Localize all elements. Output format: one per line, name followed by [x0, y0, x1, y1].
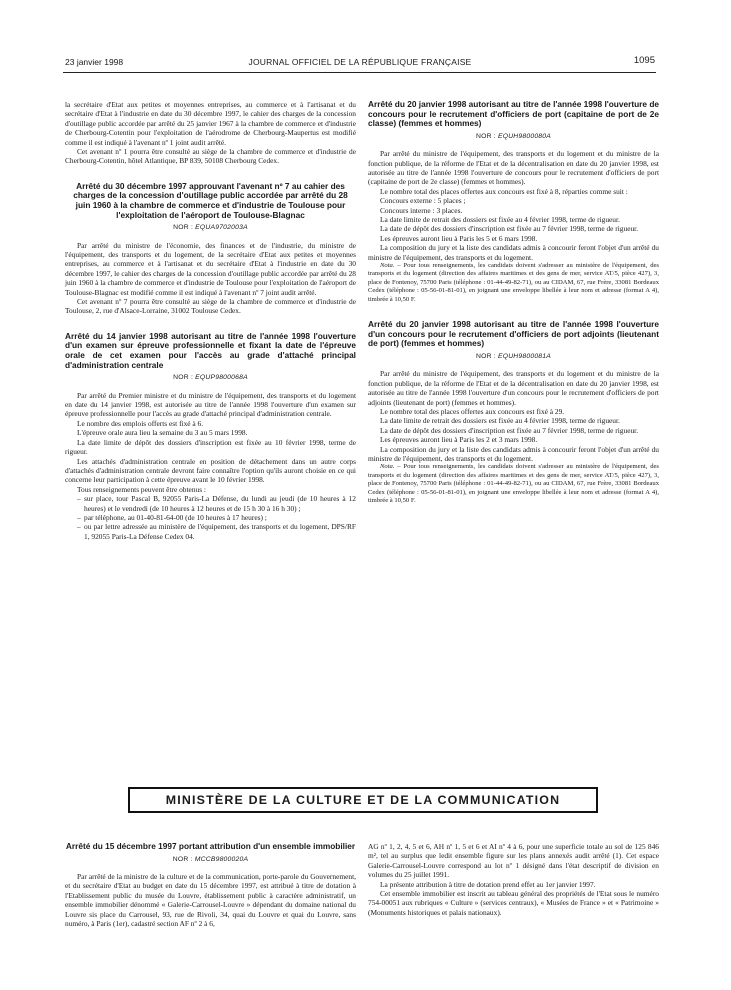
paragraph: La date limite de retrait des dossiers est fixée au 4 février 1998, terme de rigueur. [380, 416, 620, 426]
nota-note: Nota. – Pour tous renseignements, les candidats doivent s'adresser au ministère de l'équipement, des transports et du logement (direction des affaires maritimes et des gens de mer, service AT/5, pièce 427), 3, place de Fontenoy, 75700 Paris (téléphone : 01-44-49-82-71), ou au CIDAM, 67, rue Frère, 33081 Bordeaux Cedex (téléphone : 05-56-01-81-01), en joignant une enveloppe libellée à leur nom et adresse (format A 4), timbrée à 10,50 F. [368, 463, 659, 504]
bottom-left-column [65, 842, 356, 928]
paragraph: La date de dépôt des dossiers d'inscription est fixée au 7 février 1998, terme de rigueur. [380, 224, 639, 234]
nor-reference: NOR : EQUA9702003A [173, 224, 248, 232]
paragraph: Concours interne : 3 places. [380, 205, 463, 215]
paragraph: La date de dépôt des dossiers d'inscription est fixée au 7 février 1998, terme de rigueur. [380, 425, 639, 435]
page-number: 1095 [633, 55, 655, 66]
paragraph: Concours externe : 5 places ; [380, 196, 466, 206]
nor-reference: NOR : EQUH9800080A [475, 132, 552, 140]
paragraph: Le nombre total des places offertes aux concours est fixé à 29. [380, 406, 565, 416]
nor-reference: NOR : EQUP9800068A [173, 374, 248, 382]
paragraph: Par arrêté du ministre de l'équipement, des transports et du logement et du ministre de la fonction publique, de la réforme de l'Etat et de la décentralisation en date du 20 janvier 1998, est autorisée au titre de l'année 1998 l'ouverture de concours pour le recrutement d'officiers de port (capitaine de port de 2e classe) (femmes et hommes). [368, 149, 659, 187]
paragraph: Par arrêté du ministre de l'économie, des finances et de l'industrie, du ministre de l'équipement, des transports et du logement, de la secrétaire d'Etat aux petites et moyennes entreprises, au commerce et à l'artisanat et du secrétaire d'Etat à l'industrie en date du 30 décembre 1997, le cahier des charges de la concession d'outillage public accordée par arrêté du 28 juin 1960 à la chambre de commerce et d'industrie de Toulouse pour l'exploitation de l'aéroport de Toulouse-Blagnac est modifié comme il est indiqué à l'avenant nº 7 joint audit arrêté. [65, 240, 356, 297]
nor-reference: NOR : EQUH9800081A [475, 352, 552, 360]
paragraph: Par arrêté du Premier ministre et du ministre de l'équipement, des transports et du logement en date du 14 janvier 1998, est autorisée au titre de l'année 1998 l'ouverture d'un examen sur épreuve professionnelle pour l'accès au grade d'attaché principal d'administration centrale. [65, 390, 356, 419]
paragraph: Le nombre total des places offertes aux concours est fixé à 8, réparties comme suit : [380, 186, 628, 196]
paragraph: Par arrêté de la ministre de la culture et de la communication, porte-parole du Gouvernement, et du secrétaire d'Etat au budget en date du 15 décembre 1997, est attribué à titre de dotation à l'Etablissement public du musée du Louvre, établissement public à caractère administratif, un ensemble immobilier dénommé « Galerie-Carrousel-Louvre » dépendant du domaine national du Louvre sis place du Carrousel, 93, rue de Rivoli, 34, quai du Louvre et quai du Louvre, sans numéro, à Paris (1er), cadastré section AF nº 2 à 6, [65, 872, 356, 929]
decree-title: Arrêté du 30 décembre 1997 approuvant l'avenant nº 7 au cahier des charges de la concession d'outillage public accordée par arrêté du 28 juin 1960 à la chambre de commerce et d'industrie de Toulouse pour l'exploitation de l'aéroport de Toulouse-Blagnac [73, 180, 348, 220]
decree-title: Arrêté du 20 janvier 1998 autorisant au titre de l'année 1998 l'ouverture d'un concours pour le recrutement d'officiers de port adjoints (lieutenant de port) (femmes et hommes) [368, 319, 659, 349]
paragraph: La date limite de dépôt des dossiers d'inscription est fixée au 10 février 1998, terme de rigueur. [65, 437, 356, 457]
ministry-name: MINISTÈRE DE LA CULTURE ET DE LA COMMUNICATION [165, 793, 561, 807]
paragraph: Par arrêté du ministre de l'équipement, des transports et du logement et du ministre de la fonction publique, de la réforme de l'Etat et de la décentralisation en date du 20 janvier 1998, est autorisée au titre de l'année 1998 l'ouverture d'un concours pour le recrutement d'officiers de port adjoints (lieutenant de port) (femmes et hommes). [368, 369, 659, 407]
paragraph: La composition du jury et la liste des candidats admis à concourir feront l'objet d'un arrêté du ministre de l'équipement, des transports et du logement. [368, 444, 659, 463]
paragraph: Les épreuves auront lieu à Paris les 2 et 3 mars 1998. [380, 435, 538, 445]
decree-title: Arrêté du 14 janvier 1998 autorisant au titre de l'année 1998 l'ouverture d'un examen sur épreuve professionnelle et fixant la date de l'épreuve orale de cet examen pour l'accès au grade d'attaché principal d'administration centrale [65, 330, 356, 370]
paragraph: Tous renseignements peuvent être obtenus : [77, 484, 206, 494]
paragraph: Cet ensemble immobilier est inscrit au tableau général des propriétés de l'Etat sous le numéro 754-00051 aux rubriques « Culture » (services centraux), « Musées de France » et « Patrimoine » (Monuments historiques et palais nationaux). [368, 889, 659, 917]
bottom-right-column [368, 842, 659, 917]
contact-list [65, 494, 356, 541]
nota-note: Nota. – Pour tous renseignements, les candidats doivent s'adresser au ministère de l'équipement, des transports et du logement (direction des affaires maritimes et des gens de mer, service AT/5, pièce 427), 3, place de Fontenoy, 75700 Paris (téléphone : 01-44-49-82-71), ou au CIDAM, 67, rue Frère, 33081 Bordeaux Cedex (téléphone : 05-56-01-81-01), en joignant une enveloppe libellée à leur nom et adresse (format A 4), timbrée à 10,50 F. [368, 262, 659, 303]
paragraph: Le nombre des emplois offerts est fixé à 6. [77, 418, 204, 428]
list-item: – par téléphone, au 01-40-81-64-00 (de 10 heures à 17 heures) ; [77, 513, 356, 522]
paragraph: L'épreuve orale aura lieu la semaine du 3 au 5 mars 1998. [77, 428, 248, 438]
left-column [65, 100, 356, 541]
paragraph: Les attachés d'administration centrale en position de détachement dans un autre corps d'attachés d'administration centrale devront faire connaître l'option qu'ils auront choisie en ce qui concerne leur participation à cette épreuve avant le 10 février 1998. [65, 456, 356, 485]
header-rule [63, 72, 656, 73]
decree-title: Arrêté du 20 janvier 1998 autorisant au titre de l'année 1998 l'ouverture de concours pour le recrutement d'officiers de port (capitaine de port de 2e classe) (femmes et hommes) [368, 99, 659, 129]
right-column [368, 100, 659, 505]
list-item: – ou par lettre adressée au ministère de l'équipement, des transports et du logement, DPS/RF 1, 92055 Paris-La Défense Cedex 04. [77, 522, 356, 541]
paragraph: Les épreuves auront lieu à Paris les 5 et 6 mars 1998. [380, 233, 538, 243]
list-item: – sur place, tour Pascal B, 92055 Paris-La Défense, du lundi au jeudi (de 10 heures à 12 heures) et le vendredi (de 10 heures à 12 heures et de 15 h 30 à 16 h 30) ; [77, 494, 356, 513]
journal-title: JOURNAL OFFICIEL DE LA RÉPUBLIQUE FRANÇAISE [248, 57, 472, 67]
paragraph: La présente attribution à titre de dotation prend effet au 1er janvier 1997. [380, 879, 596, 889]
paragraph: La composition du jury et la liste des candidats admis à concourir feront l'objet d'un arrêté du ministre de l'équipement, des transports et du logement. [368, 243, 659, 262]
header-date: 23 janvier 1998 [65, 57, 124, 67]
nor-reference: NOR : MCCB9800020A [172, 855, 249, 863]
decree-title: Arrêté du 15 décembre 1997 portant attribution d'un ensemble immobilier [65, 841, 356, 851]
paragraph: Cet avenant nº 1 pourra être consulté au siège de la chambre de commerce et d'industrie de Cherbourg-Cotentin, hôtel Atlantique, BP 839, 50108 Cherbourg Cedex. [65, 147, 356, 166]
paragraph: Cet avenant nº 7 pourra être consulté au siège de la chambre de commerce et d'industrie de Toulouse, 2, rue d'Alsace-Lorraine, 31002 Toulouse Cedex. [65, 297, 356, 316]
page-header [65, 55, 655, 71]
paragraph: La date limite de retrait des dossiers est fixée au 4 février 1998, terme de rigueur. [380, 215, 620, 225]
ministry-banner [128, 787, 598, 813]
paragraph: AG nº 1, 2, 4, 5 et 6, AH nº 1, 5 et 6 et AI nº 4 à 6, pour une superficie totale au sol de 125 846 m², tel au surplus que ledit ensemble figure sur les plans annexés audit arrêté (1). Cet espace Galerie-Carrousel-Louvre correspond au lot nº 1 désigné dans l'état descriptif de division en volumes du 25 juillet 1991. [368, 842, 659, 880]
continued-paragraph: la secrétaire d'Etat aux petites et moyennes entreprises, au commerce et à l'artisanat et du secrétaire d'Etat à l'industrie en date du 30 décembre 1997, le cahier des charges de la concession d'outillage public accordée par arrêté du 25 janvier 1967 à la chambre de commerce et d'industrie de Cherbourg-Cotentin pour l'exploitation de l'aérodrome de Cherbourg-Maupertus est modifié comme il est indiqué à l'avenant nº 1 joint audit arrêté. [65, 100, 356, 147]
